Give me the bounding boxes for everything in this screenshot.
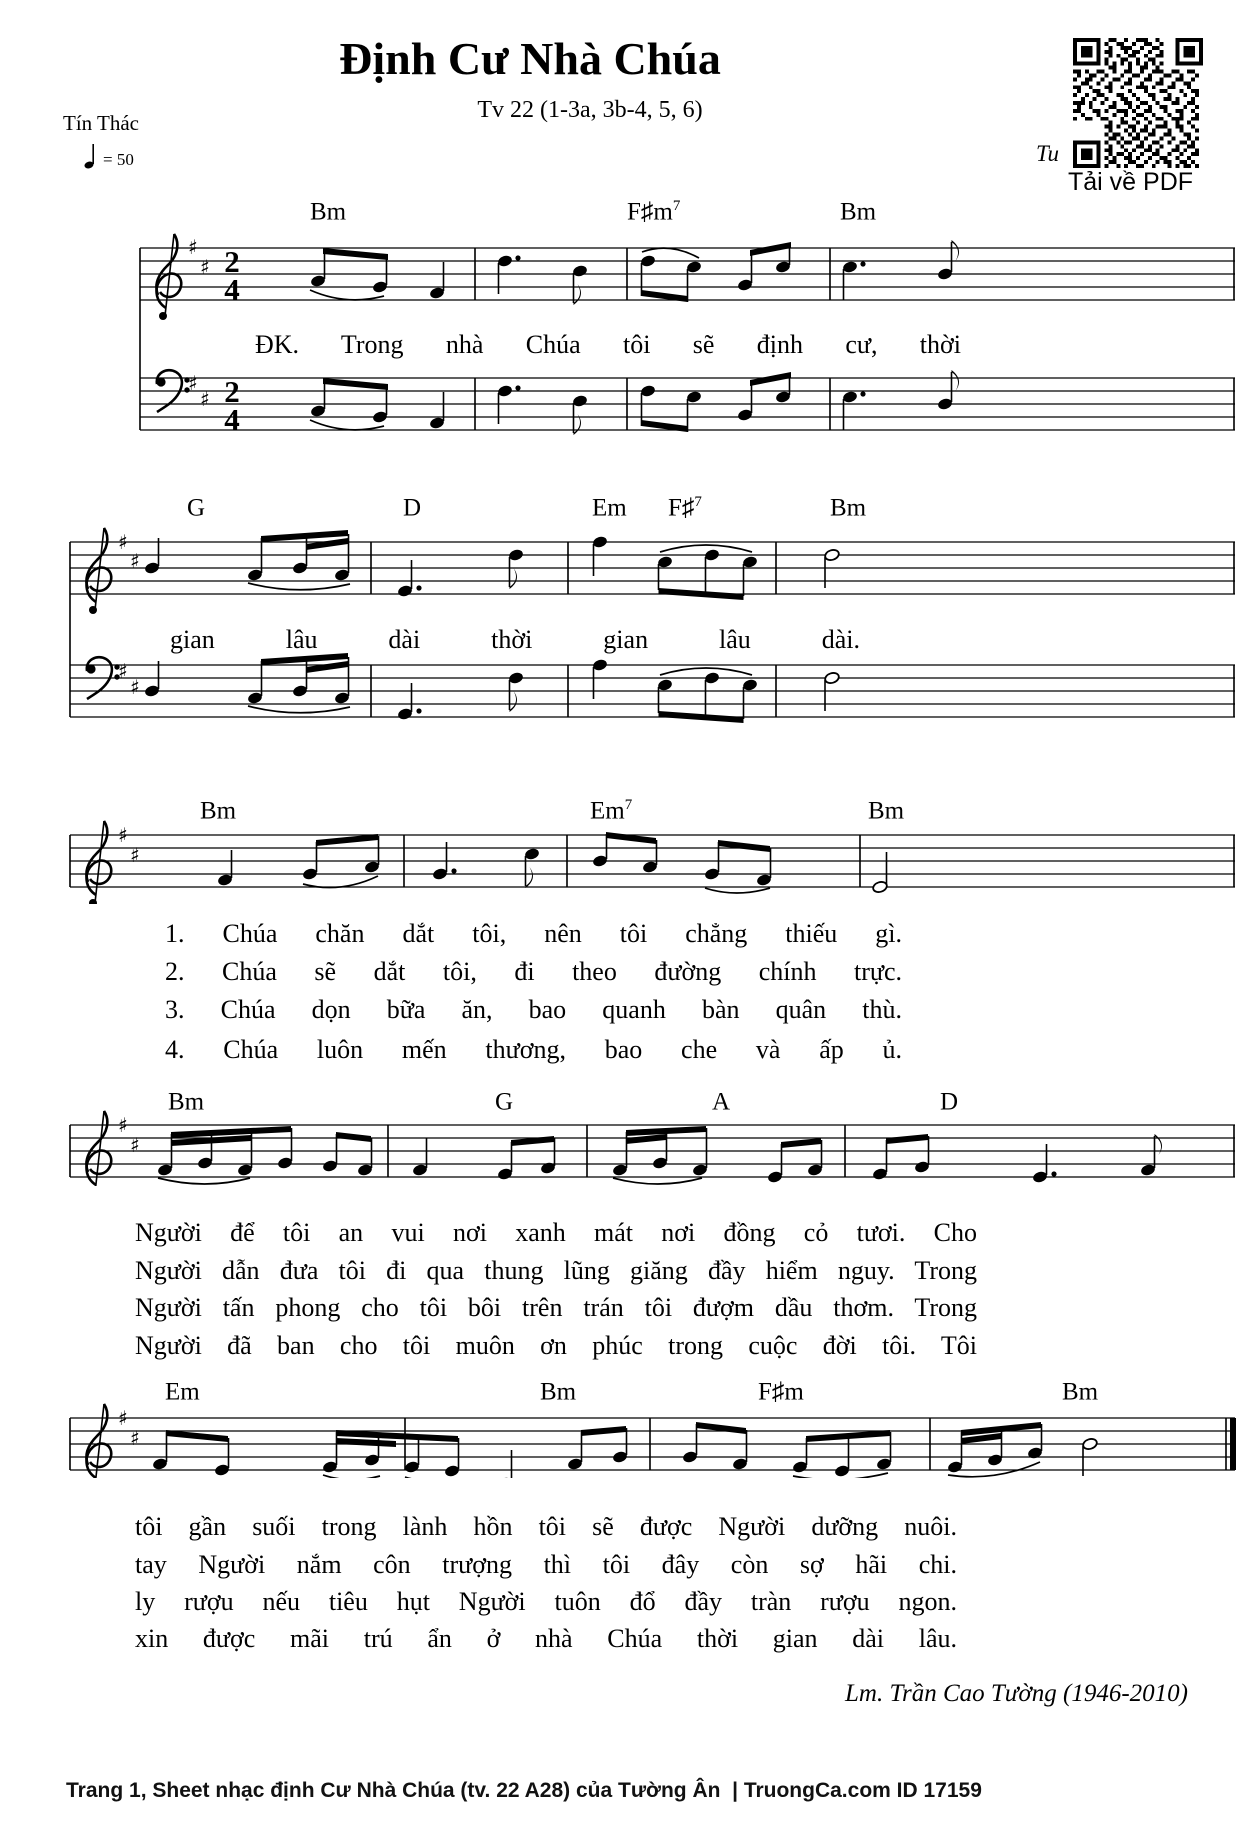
- chord-label: F♯m: [758, 1378, 804, 1406]
- chord-label: Bm: [168, 1088, 205, 1116]
- chord-label: Bm: [1062, 1378, 1099, 1406]
- chord-label: $F♯m^7$: [627, 198, 681, 226]
- chord-label: A: [712, 1088, 731, 1116]
- chord-label: Em$^7$: [590, 797, 633, 825]
- svg-text:♯: ♯: [118, 1113, 128, 1137]
- verse-line-2: 2. Chúa sẽ dắt tôi, đi theo đường chính trực.: [165, 957, 902, 986]
- chord-label: Em: [592, 494, 627, 522]
- tempo-marking: [84, 140, 134, 170]
- treble-clef-icon: [86, 528, 111, 614]
- lyric-line: tôi gần suối trong lành hồn tôi sẽ được Người dưỡng nuôi.: [135, 1512, 957, 1541]
- lyric-line: xin được mãi trú ẩn ở nhà Chúa thời gian dài lâu.: [135, 1624, 957, 1653]
- qr-overlap-text: Tu: [1036, 141, 1060, 166]
- notes-group: [157, 1126, 1162, 1184]
- genre-label: Tín Thác: [63, 111, 140, 135]
- chord-label: Bm: [310, 198, 347, 226]
- chord-label: D: [403, 494, 422, 522]
- svg-text:♯: ♯: [200, 255, 210, 279]
- svg-text:4: 4: [224, 402, 240, 437]
- svg-text:4: 4: [224, 272, 240, 307]
- chord-label: G: [495, 1088, 514, 1116]
- notes-group: [217, 832, 888, 894]
- lyric-line: Người tấn phong cho tôi bôi trên trán tôi đượm dầu thơm. Trong: [135, 1293, 977, 1322]
- svg-text:♯: ♯: [130, 1133, 140, 1157]
- staff-system-5: [0, 1372, 1240, 1478]
- chord-label: Bm: [830, 494, 867, 522]
- svg-text:♯: ♯: [200, 387, 210, 411]
- staff-system-2: [0, 488, 1240, 724]
- chord-label: Em: [165, 1378, 200, 1406]
- lyric-line: Người để tôi an vui nơi xanh mát nơi đồng cỏ tươi. Cho: [135, 1218, 977, 1247]
- tempo-value: = 50: [103, 150, 134, 169]
- staff-system-4: [0, 1082, 1240, 1186]
- svg-text:♯: ♯: [118, 823, 128, 847]
- svg-text:♯: ♯: [118, 659, 128, 683]
- svg-text:♯: ♯: [188, 235, 198, 259]
- svg-text:♯: ♯: [130, 843, 140, 867]
- download-pdf-link[interactable]: Tải về PDF: [1068, 168, 1194, 196]
- page-footer: Trang 1, Sheet nhạc định Cư Nhà Chúa (tv. 22 A28) của Tường Ân | TruongCa.com ID 17159: [66, 1779, 982, 1802]
- composer-credit: Lm. Trần Cao Tường (1946-2010): [845, 1680, 1188, 1707]
- qr-code[interactable]: [1073, 38, 1203, 173]
- treble-clef-icon: [156, 234, 181, 320]
- lyric-line: ly rượu nếu tiêu hụt Người tuôn đổ đầy tràn rượu ngon.: [135, 1587, 957, 1616]
- chord-label: F♯$^7$: [668, 494, 702, 522]
- chord-label: Bm: [840, 198, 877, 226]
- verse-line-3: 3. Chúa dọn bữa ăn, bao quanh bàn quân thù.: [165, 995, 902, 1024]
- page-title: Định Cư Nhà Chúa: [339, 33, 721, 84]
- song-subtitle: Tv 22 (1-3a, 3b-4, 5, 6): [477, 97, 703, 123]
- treble-clef-icon: [86, 1111, 111, 1186]
- svg-text:♯: ♯: [188, 371, 198, 395]
- verse-line-4: 4. Chúa luôn mến thương, bao che và ấp ủ.: [165, 1035, 902, 1064]
- svg-text:♯: ♯: [130, 549, 140, 573]
- verse-line-1: 1. Chúa chăn dắt tôi, nên tôi chẳng thiếu gì.: [165, 919, 902, 948]
- chord-label: G: [187, 494, 206, 522]
- chord-label: Bm: [540, 1378, 577, 1406]
- lyric-refrain-line-1: ĐK. Trong nhà Chúa tôi sẽ định cư, thời: [255, 330, 961, 359]
- staff-system-1: [0, 190, 1240, 452]
- quarter-note-icon: [84, 140, 98, 170]
- svg-text:2: 2: [224, 244, 240, 279]
- svg-text:♯: ♯: [130, 1426, 140, 1450]
- svg-text:♯: ♯: [130, 675, 140, 699]
- chord-label: Bm: [200, 797, 237, 825]
- lyric-refrain-line-2: gian lâu dài thời gian lâu dài.: [170, 625, 860, 654]
- svg-text:2: 2: [224, 374, 240, 409]
- chord-label: D: [940, 1088, 959, 1116]
- qr-code-image: [1073, 38, 1203, 168]
- staff-system-3: [0, 792, 1240, 904]
- treble-clef-icon: [86, 1404, 111, 1478]
- svg-text:♯: ♯: [118, 530, 128, 554]
- svg-text:♯: ♯: [118, 1406, 128, 1430]
- lyric-line: Người dẫn đưa tôi đi qua thung lũng giăng đầy hiểm nguy. Trong: [135, 1256, 977, 1285]
- lyric-line: Người đã ban cho tôi muôn ơn phúc trong cuộc đời tôi. Tôi: [135, 1331, 977, 1360]
- lyric-line: tay Người nắm côn trượng thì tôi đây còn sợ hãi chi.: [135, 1550, 957, 1579]
- chord-label: Bm: [868, 797, 905, 825]
- treble-clef-icon: [86, 821, 111, 904]
